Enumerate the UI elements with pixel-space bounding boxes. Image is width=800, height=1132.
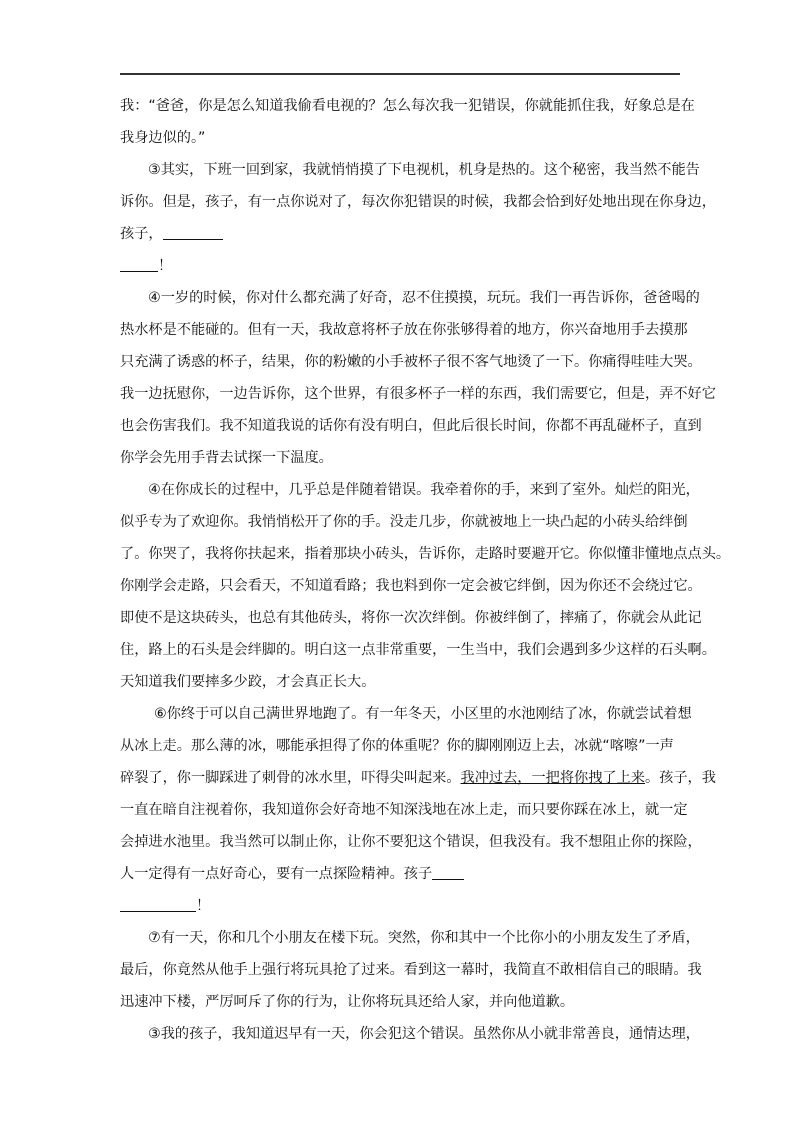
header-rule (120, 73, 680, 75)
answer-blank[interactable] (120, 255, 158, 272)
text-line: ⑥你终于可以自己满世界地跑了。有一年冬天，小区里的水池刚结了冰，你就尝试着想 (154, 706, 692, 722)
text-line: 从冰上走。那么薄的冰，哪能承担得了你的体重呢？你的脚刚刚迈上去，冰就“喀嚓”一声 (120, 738, 674, 754)
paragraph-1 (120, 90, 695, 154)
answer-blank[interactable] (120, 895, 196, 912)
text-line (120, 218, 690, 250)
text-line: 天知道我们要摔多少跤，才会真正长大。 (120, 674, 376, 690)
paragraph-2 (120, 154, 716, 282)
underlined-sentence: 我冲过去，一把将你拽了上来 (460, 770, 645, 786)
text-line: ③我的孩子，我知道迟早有一天，你会犯这个错误。虽然你从小就非常善良，通情达理， (148, 1026, 700, 1042)
text-line (120, 858, 690, 890)
text-line: 即使不是这块砖头，也总有其他砖头，将你一次次绊倒。你被绊倒了，摔痛了，你就会从此记 (120, 610, 702, 626)
text-line: 热水杯是不能碰的。但有一天，我故意将杯子放在你张够得着的地方，你兴奋地用手去摸那 (120, 322, 688, 338)
text-line: ④在你成长的过程中，几乎总是伴随着错误。我牵着你的手，来到了室外。灿烂的阳光， (148, 482, 700, 498)
paragraph-3 (120, 282, 716, 474)
paragraph-6 (120, 922, 702, 1018)
text-fragment: 。孩子，我 (644, 770, 716, 786)
text-line: 也会伤害我们。我不知道我说的话你有没有明白，但此后很长时间，你都不再乱碰杯子，直到 (120, 418, 702, 434)
text-line: 了。你哭了，我将你扶起来，指着那块小砖头，告诉你，走路时要避开它。你似懂非懂地点点头。 (120, 546, 731, 562)
answer-blank[interactable] (432, 863, 464, 880)
text-line: 只充满了诱惑的杯子，结果，你的粉嫩的小手被杯子很不客气地烫了一下。你痛得哇哇大哭。 (120, 354, 702, 370)
text-line: 我：“爸爸，你是怎么知道我偷看电视的？怎么每次我一犯错误，你就能抓住我，好象总是在 (120, 98, 695, 114)
text-line: 你学会先用手背去试探一下温度。 (120, 450, 333, 466)
text-fragment: ！ (196, 898, 211, 914)
text-line: 住，路上的石头是会绊脚的。明白这一点非常重要，一生当中，我们会遇到多少这样的石头啊。 (120, 642, 716, 658)
text-line (120, 250, 690, 282)
text-line: 诉你。但是，孩子，有一点你说对了，每次你犯错误的时候，我都会恰到好处地出现在你身边， (120, 194, 716, 210)
paragraph-4 (120, 474, 731, 698)
text-line: 我一边抚慰你，一边告诉你，这个世界，有很多杯子一样的东西，我们需要它，但是，弄不好它 (120, 386, 716, 402)
text-line: ③其实，下班一回到家，我就悄悄摸了下电视机，机身是热的。这个秘密，我当然不能告 (148, 162, 700, 178)
text-fragment: 人一定得有一点好奇心，要有一点探险精神。孩子 (120, 866, 433, 882)
text-line: 迅速冲下楼，严厉呵斥了你的行为，让你将玩具还给人家，并向他道歉。 (120, 994, 575, 1010)
text-fragment: ！ (158, 258, 173, 274)
text-line: 会掉进水池里。我当然可以制止你，让你不要犯这个错误，但我没有。我不想阻止你的探险， (120, 834, 702, 850)
text-line (120, 890, 690, 922)
text-line: 似乎专为了欢迎你。我悄悄松开了你的手。没走几步，你就被地上一块凸起的小砖头给绊倒 (120, 514, 688, 530)
text-fragment: 孩子， (120, 226, 163, 242)
text-line: 最后，你竟然从他手上强行将玩具抢了过来。看到这一幕时，我简直不敢相信自己的眼睛。我 (120, 962, 702, 978)
text-fragment: 碎裂了，你一脚踩进了刺骨的冰水里，吓得尖叫起来。 (120, 770, 461, 786)
text-line: 你刚学会走路，只会看天，不知道看路；我也料到你一定会被它绊倒，因为你还不会绕过它。 (120, 578, 702, 594)
text-line: ⑦有一天，你和几个小朋友在楼下玩。突然，你和其中一个比你小的小朋友发生了矛盾， (148, 930, 700, 946)
text-line: ④一岁的时候，你对什么都充满了好奇，忍不住摸摸，玩玩。我们一再告诉你，爸爸喝的 (148, 290, 700, 306)
paragraph-7 (120, 1018, 700, 1050)
text-line: 一直在暗自注视着你，我知道你会好奇地不知深浅地在冰上走，而只要你踩在冰上，就一定 (120, 802, 688, 818)
passage-body (120, 90, 731, 1050)
text-line: 我身边似的。” (120, 130, 206, 146)
paragraph-5 (120, 698, 716, 922)
text-line (120, 762, 716, 794)
answer-blank[interactable] (163, 223, 223, 240)
